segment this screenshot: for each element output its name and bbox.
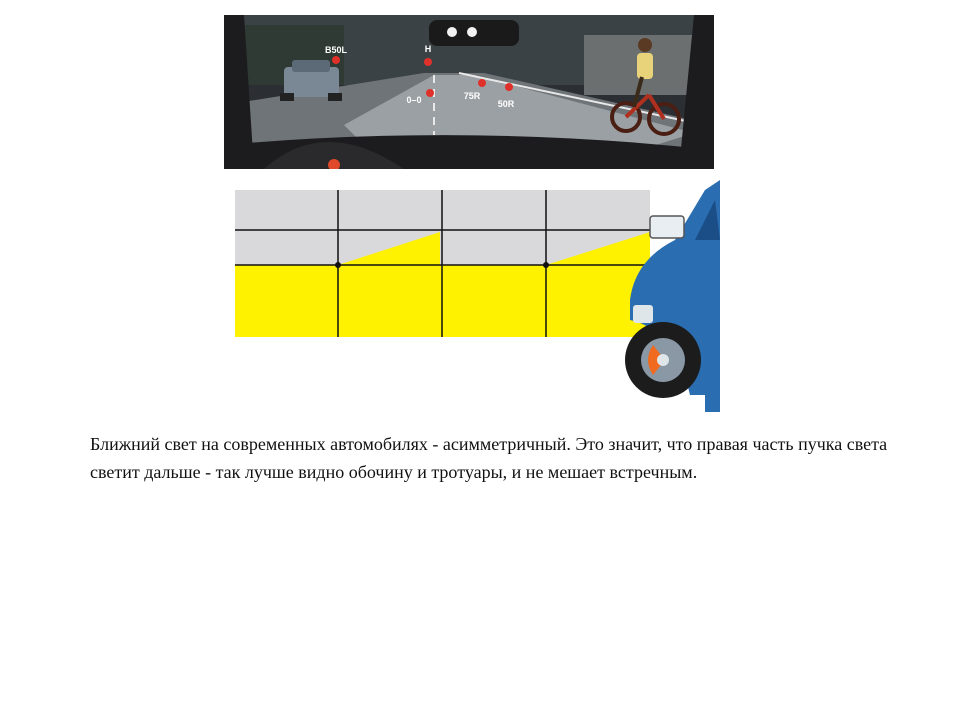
caption-text: Ближний свет на современных автомобилях - асимметричный. Это значит, что правая часть пучка света светит дальше - так лучше видно обочину и тротуары, и не мешает встречным. [90, 434, 888, 482]
svg-text:50R: 50R [497, 99, 515, 109]
svg-text:75R: 75R [463, 91, 481, 101]
svg-text:0–0: 0–0 [406, 95, 422, 105]
svg-text:H: H [424, 44, 432, 54]
beam-pattern-diagram [235, 180, 720, 412]
svg-text:B50L: B50L [324, 45, 348, 55]
windshield-view-image [224, 15, 714, 169]
